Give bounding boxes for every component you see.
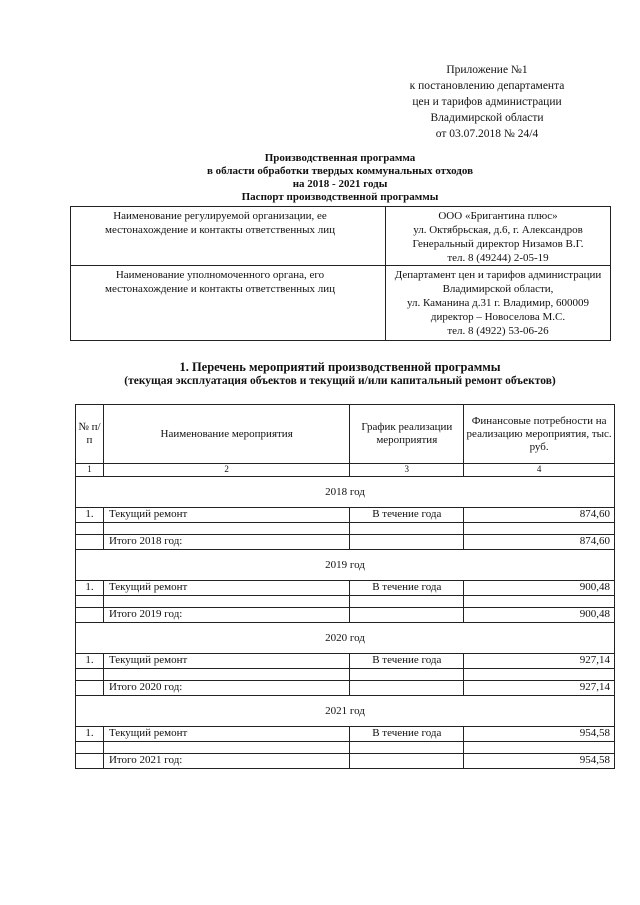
passport-value-line: тел. 8 (4922) 53-06-26	[447, 325, 549, 337]
year-row	[76, 696, 615, 727]
row-value: 874,60	[464, 508, 615, 523]
column-number: 2	[103, 464, 349, 477]
table-row	[76, 727, 615, 742]
appendix-line: Владимирской области	[430, 112, 544, 124]
header-name: Наименование мероприятия	[103, 405, 349, 464]
passport-table	[70, 206, 611, 341]
title-line: Паспорт производственной программы	[241, 191, 439, 203]
row-num: 1.	[76, 581, 104, 596]
row-value: 900,48	[464, 581, 615, 596]
row-schedule: В течение года	[350, 727, 464, 742]
total-label: Итого 2019 год:	[103, 608, 349, 623]
year-row	[76, 623, 615, 654]
passport-value-line: ул. Каманина д.31 г. Владимир, 600009	[406, 297, 590, 309]
appendix-line: от 03.07.2018 № 24/4	[435, 128, 539, 140]
appendix-header	[382, 62, 592, 142]
row-name: Текущий ремонт	[103, 654, 349, 669]
passport-value-line: тел. 8 (49244) 2-05-19	[447, 252, 549, 264]
table-row	[76, 508, 615, 523]
row-num: 1.	[76, 727, 104, 742]
section-subheading: (текущая эксплуатация объектов и текущий и/или капитальный ремонт объектов)	[124, 375, 556, 387]
row-schedule: В течение года	[350, 581, 464, 596]
total-value: 954,58	[464, 754, 615, 769]
total-row	[76, 681, 615, 696]
column-number: 4	[464, 464, 615, 477]
year-label: 2018 год	[76, 477, 615, 508]
column-numbers-row	[76, 464, 615, 477]
year-label: 2020 год	[76, 623, 615, 654]
row-name: Текущий ремонт	[103, 508, 349, 523]
header-num: № п/п	[76, 405, 104, 464]
row-value: 927,14	[464, 654, 615, 669]
year-label: 2019 год	[76, 550, 615, 581]
passport-value	[386, 207, 611, 266]
total-value: 927,14	[464, 681, 615, 696]
header-finance: Финансовые потребности на реализацию мероприятия, тыс. руб.	[464, 405, 615, 464]
title-line: Производственная программа	[264, 152, 416, 164]
row-schedule: В течение года	[350, 654, 464, 669]
passport-value-line: директор – Новоселова М.С.	[430, 311, 566, 323]
title-line: в области обработки твердых коммунальных отходов	[206, 165, 474, 177]
passport-value-line: ул. Октябрьская, д.6, г. Александров	[413, 224, 583, 236]
passport-value-line: Владимирской области,	[442, 283, 554, 295]
row-num: 1.	[76, 654, 104, 669]
row-name: Текущий ремонт	[103, 581, 349, 596]
column-number: 1	[76, 464, 104, 477]
table-row	[76, 654, 615, 669]
total-label: Итого 2018 год:	[103, 535, 349, 550]
section-title	[60, 360, 620, 388]
passport-value-line: ООО «Бригантина плюс»	[438, 210, 558, 222]
total-label: Итого 2021 год:	[103, 754, 349, 769]
passport-label: Наименование уполномоченного органа, его местонахождение и контакты ответственных лиц	[71, 266, 386, 341]
title-line: на 2018 - 2021 годы	[292, 178, 388, 190]
row-schedule: В течение года	[350, 508, 464, 523]
total-value: 900,48	[464, 608, 615, 623]
appendix-line: Приложение №1	[446, 64, 528, 76]
passport-value-line: Департамент цен и тарифов администрации	[394, 269, 602, 281]
year-label: 2021 год	[76, 696, 615, 727]
passport-label: Наименование регулируемой организации, ее местонахождение и контакты ответственных лиц	[71, 207, 386, 266]
total-row	[76, 754, 615, 769]
total-row	[76, 535, 615, 550]
passport-row	[71, 207, 611, 266]
total-row	[76, 608, 615, 623]
appendix-line: к постановлению департамента	[409, 80, 565, 92]
blank-row	[76, 596, 615, 608]
table-header-row	[76, 405, 615, 464]
year-row	[76, 477, 615, 508]
blank-row	[76, 523, 615, 535]
events-table	[75, 404, 615, 769]
row-value: 954,58	[464, 727, 615, 742]
total-value: 874,60	[464, 535, 615, 550]
blank-row	[76, 742, 615, 754]
passport-value-line: Генеральный директор Низамов В.Г.	[412, 238, 584, 250]
appendix-line: цен и тарифов администрации	[412, 96, 562, 108]
row-name: Текущий ремонт	[103, 727, 349, 742]
header-schedule: График реализации мероприятия	[350, 405, 464, 464]
table-row	[76, 581, 615, 596]
blank-row	[76, 669, 615, 681]
document-title	[70, 152, 610, 204]
passport-row	[71, 266, 611, 341]
section-heading: 1. Перечень мероприятий производственной программы	[179, 360, 501, 374]
row-num: 1.	[76, 508, 104, 523]
year-row	[76, 550, 615, 581]
total-label: Итого 2020 год:	[103, 681, 349, 696]
passport-value	[386, 266, 611, 341]
column-number: 3	[350, 464, 464, 477]
